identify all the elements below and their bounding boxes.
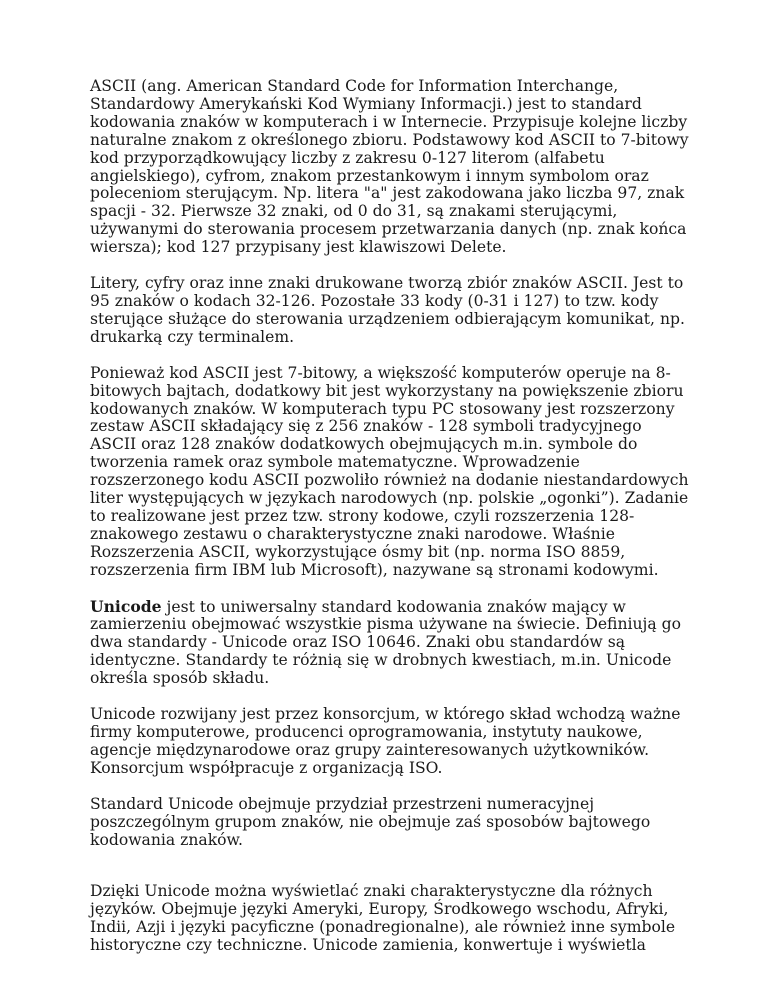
unicode-intro-text: jest to uniwersalny standard kodowania znaków mający w zamierzeniu obejmować wszystkie pisma używane na świecie. Definiują go dwa standardy - Unicode oraz ISO 10646. Znaki obu standardów są identyczne. Standardy te różnią się w drobnych kwestiach, m.in. Unicode określa sposób składu. <box>90 597 681 688</box>
paragraph-ascii-intro: ASCII (ang. American Standard Code for Information Interchange, Standardowy Amerykański Kod Wymiany Informacji.) jest to standard kodowania znaków w komputerach i w Internecie. Przypisuje kolejne liczby naturalne znakom z określonego zbioru. Podstawowy kod ASCII to 7-bitowy kod przyporządkowujący liczby z zakresu 0-127 literom (alfabetu angielskiego), cyfrom, znakom przestankowym i innym symbolom oraz poleceniom sterującym. Np. litera "a" jest zakodowana jako liczba 97, znak spacji - 32. Pierwsze 32 znaki, od 0 do 31, są znakami sterującymi, używanymi do sterowania procesem przetwarzania danych (np. znak końca wiersza); kod 127 przypisany jest klawiszowi Delete. <box>90 77 689 257</box>
paragraph-ascii-extended: Ponieważ kod ASCII jest 7-bitowy, a większość komputerów operuje na 8-bitowych bajtach, dodatkowy bit jest wykorzystany na powiększenie zbioru kodowanych znaków. W komputerach typu PC stosowany jest rozszerzony zestaw ASCII składający się z 256 znaków - 128 symboli tradycyjnego ASCII oraz 128 znaków dodatkowych obejmujących m.in. symbole do tworzenia ramek oraz symbole matematyczne. Wprowadzenie rozszerzonego kodu ASCII pozwoliło również na dodanie niestandardowych liter występujących w językach narodowych (np. polskie „ogonki”). Zadanie to realizowane jest przez tzw. strony kodowe, czyli rozszerzenia 128-znakowego zestawu o charakterystyczne znaki narodowe. Właśnie Rozszerzenia ASCII, wykorzystujące ósmy bit (np. norma ISO 8859, rozszerzenia firm IBM lub Microsoft), nazywane są stronami kodowymi. <box>90 363 689 579</box>
paragraph-unicode-intro <box>90 598 690 689</box>
paragraph-ascii-printable: Litery, cyfry oraz inne znaki drukowane tworzą zbiór znaków ASCII. Jest to 95 znaków o kodach 32-126. Pozostałe 33 kody (0-31 i 127) to tzw. kody sterujące służące do sterowania urządzeniem odbierającym komunikat, np. drukarką czy terminalem. <box>90 274 685 346</box>
document-body <box>90 78 690 973</box>
paragraph-unicode-scope: Standard Unicode obejmuje przydział przestrzeni numeracyjnej poszczególnym grupom znaków, nie obejmuje zaś sposobów bajtowego kodowania znaków. <box>90 794 651 849</box>
unicode-term: Unicode <box>90 596 162 616</box>
paragraph-unicode-languages: Dzięki Unicode można wyświetlać znaki charakterystyczne dla różnych języków. Obejmuje języki Ameryki, Europy, Środkowego wschodu, Afryki, Indii, Azji i języki pacyficzne (ponadregionalne), ale również inne symbole historyczne czy techniczne. Unicode zamienia, konwertuje i wyświetla <box>90 882 676 955</box>
paragraph-unicode-consortium: Unicode rozwijany jest przez konsorcjum, w którego skład wchodzą ważne firmy komputerowe, producenci oprogramowania, instytuty naukowe, agencje międzynarodowe oraz grupy zainteresowanych użytkowników. Konsorcjum współpracuje z organizacją ISO. <box>90 705 681 777</box>
